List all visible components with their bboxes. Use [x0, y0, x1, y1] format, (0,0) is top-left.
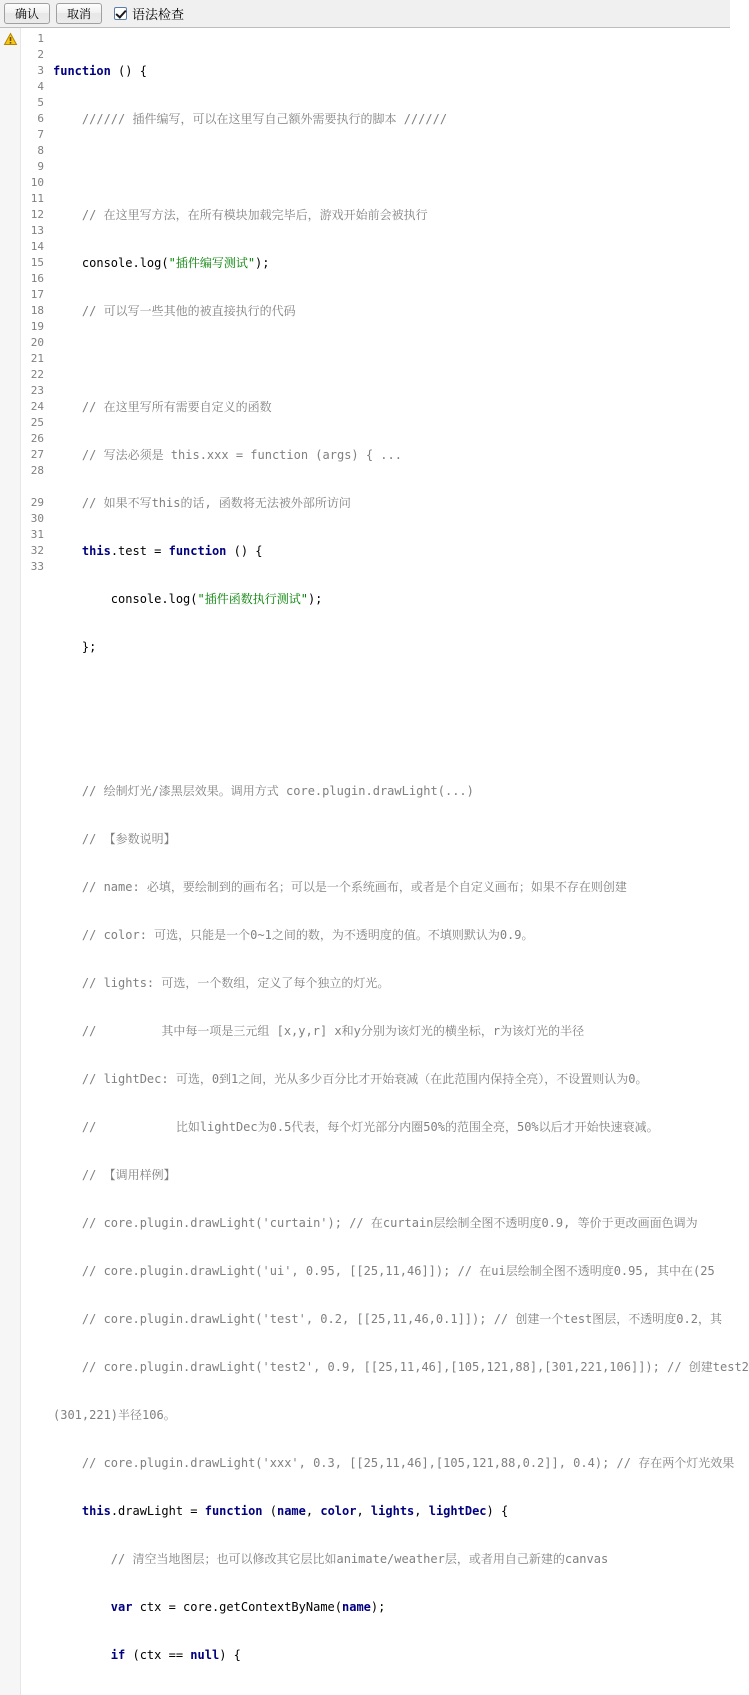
line-number: 17	[30, 288, 44, 301]
code-line: // 【调用样例】	[53, 1168, 176, 1182]
line-number: 7	[37, 128, 44, 141]
code-line: // lightDec: 可选，0到1之间，光从多少百分比才开始衰减（在此范围内保持全亮），不设置则认为0。	[53, 1072, 648, 1086]
code-line: // 【参数说明】	[53, 832, 176, 846]
code-line: // core.plugin.drawLight('curtain'); // 在curtain层绘制全图不透明度0.9, 等价于更改画面色调为	[53, 1216, 698, 1230]
code-line: ////// 插件编写，可以在这里写自己额外需要执行的脚本 //////	[53, 112, 448, 126]
line-number: 24	[30, 400, 44, 413]
line-number: 4	[37, 80, 44, 93]
code-line: // core.plugin.drawLight('test2', 0.9, [[25,11,46],[105,121,88],[301,221,106]]); // 创建test2	[53, 1360, 749, 1374]
line-number: 15	[30, 256, 44, 269]
line-number: 28	[30, 464, 44, 477]
line-number: 29	[30, 496, 44, 509]
line-number: 16	[30, 272, 44, 285]
code-line: // 在这里写所有需要自定义的函数	[53, 400, 272, 414]
syntax-check-toggle[interactable]	[114, 4, 184, 23]
code-line: // core.plugin.drawLight('test', 0.2, [[25,11,46,0.1]]); // 创建一个test图层，不透明度0.2，其	[53, 1312, 722, 1326]
line-number: 10	[30, 176, 44, 189]
line-number: 18	[30, 304, 44, 317]
line-number: 21	[30, 352, 44, 365]
code-line: // 在这里写方法，在所有模块加载完毕后，游戏开始前会被执行	[53, 208, 428, 222]
line-number: 19	[30, 320, 44, 333]
line-number: 30	[30, 512, 44, 525]
line-number: 20	[30, 336, 44, 349]
code-line: function () {	[53, 64, 147, 78]
line-number: 26	[30, 432, 44, 445]
code-line: // 比如lightDec为0.5代表，每个灯光部分内圈50%的范围全亮，50%以后才开始快速衰减。	[53, 1120, 659, 1134]
code-line	[53, 687, 749, 703]
warning-triangle-icon	[4, 33, 17, 45]
line-number: 2	[37, 48, 44, 61]
code-line: var ctx = core.getContextByName(name);	[110, 1600, 386, 1614]
line-number-gutter	[21, 28, 47, 1695]
line-number: 1	[37, 32, 44, 45]
editor-toolbar	[0, 0, 730, 28]
line-number: 25	[30, 416, 44, 429]
line-number: 11	[30, 192, 44, 205]
code-line: // 其中每一项是三元组 [x,y,r] x和y分别为该灯光的横坐标，r为该灯光的半径	[53, 1024, 585, 1038]
cancel-button[interactable]: 取消	[56, 3, 102, 24]
line-number: 9	[37, 160, 44, 173]
code-line	[53, 159, 749, 175]
code-line: if (ctx == null) {	[110, 1648, 241, 1662]
line-number: 8	[37, 144, 44, 157]
syntax-check-label: 语法检查	[132, 7, 185, 22]
code-line: // color: 可选，只能是一个0~1之间的数，为不透明度的值。不填则默认为0.9。	[53, 928, 534, 942]
code-line: // 写法必须是 this.xxx = function (args) { ...	[53, 448, 402, 462]
code-line: // 如果不写this的话, 函数将无法被外部所访问	[53, 496, 351, 510]
marker-gutter	[0, 28, 21, 1695]
code-line: this.test = function () {	[81, 544, 263, 558]
line-number: 27	[30, 448, 44, 461]
code-line: // name: 必填，要绘制到的画布名；可以是一个系统画布，或者是个自定义画布；如果不存在则创建	[53, 880, 627, 894]
line-number: 22	[30, 368, 44, 381]
line-number: 23	[30, 384, 44, 397]
code-line: // 清空当地图层；也可以修改其它层比如animate/weather层，或者用自己新建的canvas	[53, 1552, 609, 1566]
code-line	[53, 351, 749, 367]
confirm-button[interactable]: 确认	[4, 3, 50, 24]
line-number: 33	[30, 560, 44, 573]
code-line: console.log("插件函数执行测试");	[53, 592, 323, 606]
line-number: 13	[30, 224, 44, 237]
code-line: // core.plugin.drawLight('xxx', 0.3, [[25,11,46],[105,121,88,0.2]], 0.4); // 存在两个灯光效果	[53, 1456, 735, 1470]
line-number: 6	[37, 112, 44, 125]
line-number: 31	[30, 528, 44, 541]
code-line: // 可以写一些其他的被直接执行的代码	[53, 304, 296, 318]
line-number: 5	[37, 96, 44, 109]
code-line	[53, 735, 749, 751]
code-line: // core.plugin.drawLight('ui', 0.95, [[25,11,46]]); // 在ui层绘制全图不透明度0.95, 其中在(25	[53, 1264, 715, 1278]
line-number: 32	[30, 544, 44, 557]
code-line-wrapped: (301,221)半径106。	[53, 1408, 176, 1422]
line-number: 12	[30, 208, 44, 221]
checkbox-icon[interactable]	[114, 7, 127, 20]
code-text-area[interactable]	[47, 28, 749, 1695]
code-editor[interactable]	[0, 28, 749, 1695]
code-line: // lights: 可选，一个数组，定义了每个独立的灯光。	[53, 976, 390, 990]
code-line: };	[53, 640, 97, 654]
code-line: this.drawLight = function (name, color, lights, lightDec) {	[81, 1504, 509, 1518]
line-number: 3	[37, 64, 44, 77]
code-line: console.log("插件编写测试");	[53, 256, 270, 270]
code-line: // 绘制灯光/漆黑层效果。调用方式 core.plugin.drawLight(...)	[53, 784, 474, 798]
line-number: 14	[30, 240, 44, 253]
